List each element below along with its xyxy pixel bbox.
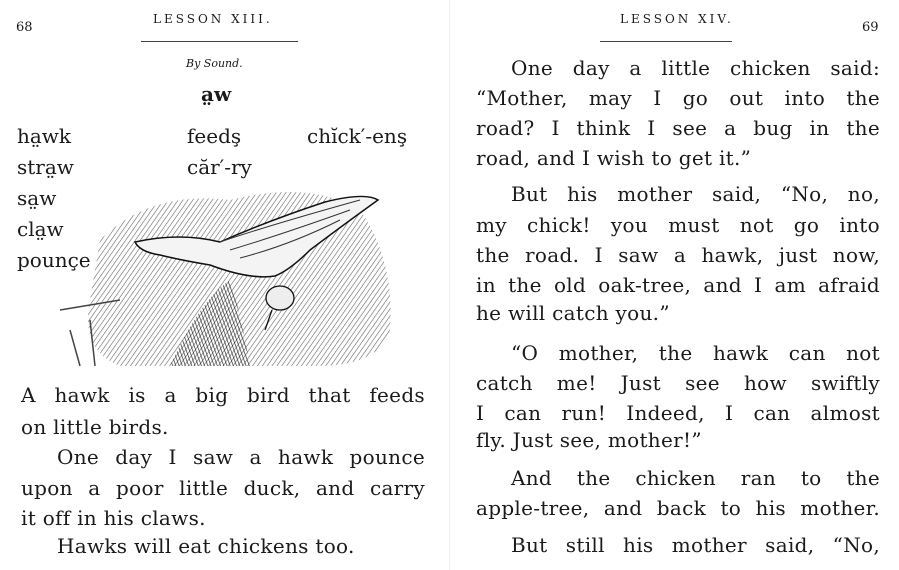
- word-chickens: chĭck′-enş: [307, 124, 408, 148]
- text-line: catch me! Just see how swiftly: [476, 371, 880, 395]
- word-carry: căr′-ry: [187, 155, 252, 179]
- header-rule-left: [141, 41, 298, 42]
- text-line: One day a little chicken said:: [511, 56, 880, 80]
- page-number-left: 68: [16, 20, 33, 35]
- text-line: my chick! you must not go into: [476, 213, 880, 237]
- text-line: road, and I wish to get it.”: [476, 146, 752, 170]
- text-line: fly. Just see, mother!”: [476, 428, 702, 452]
- text-line: apple-tree, and back to his mother.: [476, 496, 880, 520]
- text-line: the road. I saw a hawk, just now,: [476, 243, 880, 267]
- word-hawk: ha̤wk: [17, 124, 72, 148]
- text-line: But still his mother said, “No,: [511, 533, 880, 557]
- word-saw: sa̤w: [17, 186, 57, 210]
- page-number-right: 69: [862, 20, 879, 35]
- text-line: on little birds.: [21, 415, 169, 439]
- word-pounce: pounçe: [17, 248, 91, 272]
- text-line: I can run! Indeed, I can almost: [476, 401, 880, 425]
- text-line: he will catch you.”: [476, 301, 670, 325]
- text-line: road? I think I see a bug in the: [476, 116, 880, 140]
- text-line: But his mother said, “No, no,: [511, 182, 880, 206]
- text-line: A hawk is a big bird that feeds: [21, 383, 425, 407]
- text-line: it off in his claws.: [21, 506, 206, 530]
- text-line: One day I saw a hawk pounce: [57, 445, 425, 469]
- text-line: upon a poor little duck, and carry: [21, 476, 425, 500]
- subtitle: By Sound.: [186, 57, 243, 70]
- text-line: in the old oak-tree, and I am afraid: [476, 273, 880, 297]
- word-claw: cla̤w: [17, 217, 64, 241]
- hawk-illustration: [60, 180, 400, 368]
- lesson-header-right: LESSON XIV.: [620, 12, 734, 26]
- text-line: “O mother, the hawk can not: [511, 341, 880, 365]
- text-line: Hawks will eat chickens too.: [57, 534, 355, 558]
- duck-figure: [266, 286, 294, 310]
- sound-key: a̤w: [201, 82, 232, 106]
- text-line: And the chicken ran to the: [511, 466, 880, 490]
- word-feeds: feedş: [187, 124, 242, 148]
- gutter: [449, 0, 451, 570]
- text-line: “Mother, may I go out into the: [476, 86, 880, 110]
- lesson-header-left: LESSON XIII.: [153, 12, 273, 26]
- header-rule-right: [600, 41, 732, 42]
- word-straw: stra̤w: [17, 155, 74, 179]
